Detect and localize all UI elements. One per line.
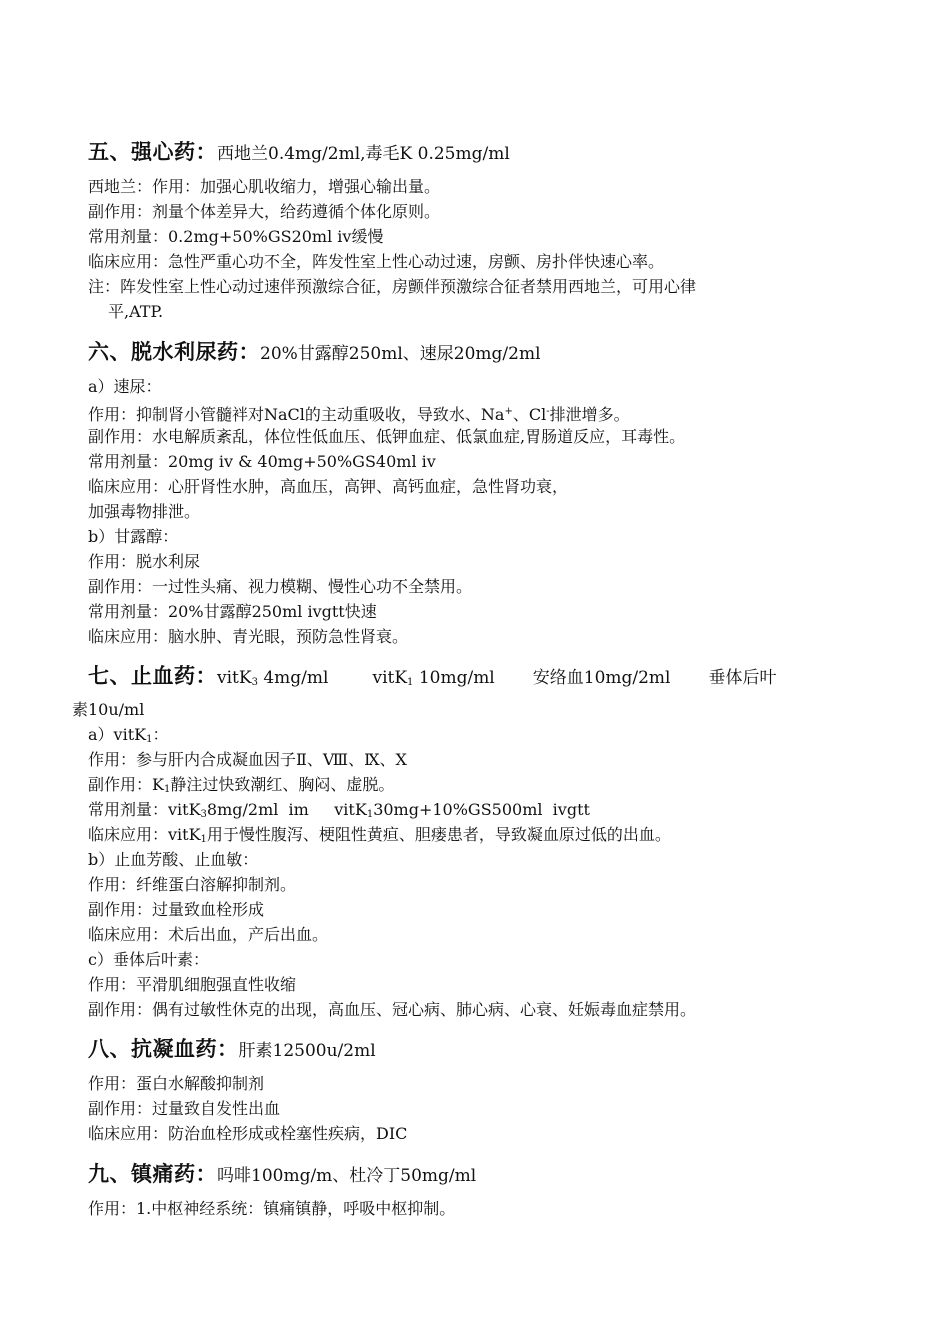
text-line: 临床应用：防治血栓形成或栓塞性疾病，DIC: [88, 1124, 408, 1143]
section-subtitle: 肝素12500u/2ml: [238, 1041, 376, 1061]
text-line: 副作用：剂量个体差异大，给药遵循个体化原则。: [88, 202, 441, 221]
text-line: 副作用：偶有过敏性休克的出现，高血压、冠心病、肺心病、心衰、妊娠毒血症禁用。: [88, 1000, 697, 1019]
section-subtitle: 20%甘露醇250ml、速尿20mg/2ml: [260, 344, 541, 364]
text-line: 常用剂量：0.2mg+50%GS20ml iv缓慢: [88, 227, 384, 246]
text-line: 临床应用：急性严重心功不全，阵发性室上性心动过速，房颤、房扑伴快速心率。: [88, 252, 665, 271]
text-line: 作用：参与肝内合成凝血因子Ⅱ、Ⅷ、Ⅸ、Ⅹ: [88, 750, 407, 769]
superscript: +: [504, 406, 513, 417]
section-subtitle: 西地兰0.4mg/2ml,毒毛K 0.25mg/ml: [217, 144, 510, 164]
text-line: 临床应用：脑水肿、青光眼，预防急性肾衰。: [88, 627, 409, 646]
section-subtitle: 吗啡100mg/m、杜冷丁50mg/ml: [217, 1166, 477, 1186]
text-line: 常用剂量：20%甘露醇250ml ivgtt快速: [88, 602, 377, 621]
text-line: 平,ATP.: [108, 302, 164, 321]
text-line: a）速尿：: [88, 377, 162, 396]
text-fragment: 、Cl: [512, 405, 547, 424]
text-line: 常用剂量：20mg iv & 40mg+50%GS40ml iv: [88, 452, 436, 471]
section-heading-cardiotonic: [88, 139, 510, 167]
subscript: 1: [146, 734, 153, 745]
superscript: -: [546, 406, 550, 417]
text-line: [88, 724, 168, 751]
text-line: b）甘露醇：: [88, 527, 179, 546]
section-title: 八、抗凝血药：: [88, 1037, 239, 1061]
section-heading-anticoagulant: [88, 1036, 376, 1064]
text-line: c）垂体后叶素：: [88, 950, 209, 969]
text-fragment: 副作用：K: [88, 775, 164, 794]
text-line: 素10u/ml: [72, 700, 145, 719]
drug-item: 安络血10mg/2ml: [532, 668, 671, 688]
section-heading-hemostatic: [88, 663, 858, 696]
text-line: 副作用：水电解质紊乱，体位性低血压、低钾血症、低氯血症,胃肠道反应，耳毒性。: [88, 427, 686, 446]
text-fragment: 常用剂量：vitK: [88, 800, 201, 819]
text-fragment: 临床应用：vitK: [88, 825, 201, 844]
text-fragment: 用于慢性腹泻、梗阻性黄疸、胆瘘患者，导致凝血原过低的出血。: [206, 825, 671, 844]
text-line: 作用：纤维蛋白溶解抑制剂。: [88, 875, 297, 894]
text-fragment: 8mg/2ml im vitK: [206, 800, 367, 819]
text-line: 加强毒物排泄。: [88, 502, 201, 521]
text-fragment: 作用：抑制肾小管髓袢对NaCl的主动重吸收，导致水、Na: [88, 405, 505, 424]
drug-item: vitK: [217, 668, 252, 688]
text-line: [88, 774, 394, 801]
drug-item: 垂体后叶: [708, 668, 777, 688]
subscript: 3: [200, 809, 207, 820]
text-line: 作用：脱水利尿: [88, 552, 201, 571]
section-title: 六、脱水利尿药：: [88, 340, 260, 364]
text-line: 注：阵发性室上性心动过速伴预激综合征，房颤伴预激综合征者禁用西地兰，可用心律: [88, 277, 697, 296]
subscript: 3: [251, 677, 258, 688]
text-line: 副作用：过量致自发性出血: [88, 1099, 281, 1118]
subscript: 1: [407, 677, 414, 688]
subscript: 1: [366, 809, 374, 820]
drug-item: vitK: [372, 668, 408, 688]
text-line: [88, 401, 630, 426]
text-line: b）止血芳酸、止血敏：: [88, 850, 259, 869]
text-line: 西地兰：作用：加强心肌收缩力，增强心输出量。: [88, 177, 441, 196]
text-line: 临床应用：心肝肾性水肿，高血压，高钾、高钙血症，急性肾功衰，: [88, 477, 569, 496]
text-fragment: 30mg+10%GS500ml ivgtt: [373, 800, 590, 819]
text-line: 作用：平滑肌细胞强直性收缩: [88, 975, 297, 994]
section-heading-analgesic: [88, 1161, 476, 1189]
text-line: [88, 799, 590, 826]
text-line: 作用：蛋白水解酸抑制剂: [88, 1074, 265, 1093]
section-title: 九、镇痛药：: [88, 1162, 217, 1186]
text-line: 副作用：过量致血栓形成: [88, 900, 265, 919]
text-fragment: ：: [152, 725, 169, 744]
drug-item: 4mg/ml: [263, 668, 329, 688]
section-title: 七、止血药：: [88, 664, 217, 688]
text-fragment: 排泄增多。: [549, 405, 630, 424]
section-heading-diuretic: [88, 339, 541, 367]
text-line: 副作用：一过性头痛、视力模糊、慢性心功不全禁用。: [88, 577, 473, 596]
text-fragment: 静注过快致潮红、胸闷、虚脱。: [170, 775, 395, 794]
subscript: 1: [163, 784, 171, 795]
subscript: 1: [200, 834, 207, 845]
drug-item: 10mg/ml: [418, 668, 495, 688]
text-line: 作用：1.中枢神经系统：镇痛镇静，呼吸中枢抑制。: [88, 1199, 456, 1218]
text-fragment: a）vitK: [88, 725, 147, 744]
section-title: 五、强心药：: [88, 140, 217, 164]
text-line: 临床应用：术后出血，产后出血。: [88, 925, 329, 944]
text-line: [88, 824, 671, 851]
